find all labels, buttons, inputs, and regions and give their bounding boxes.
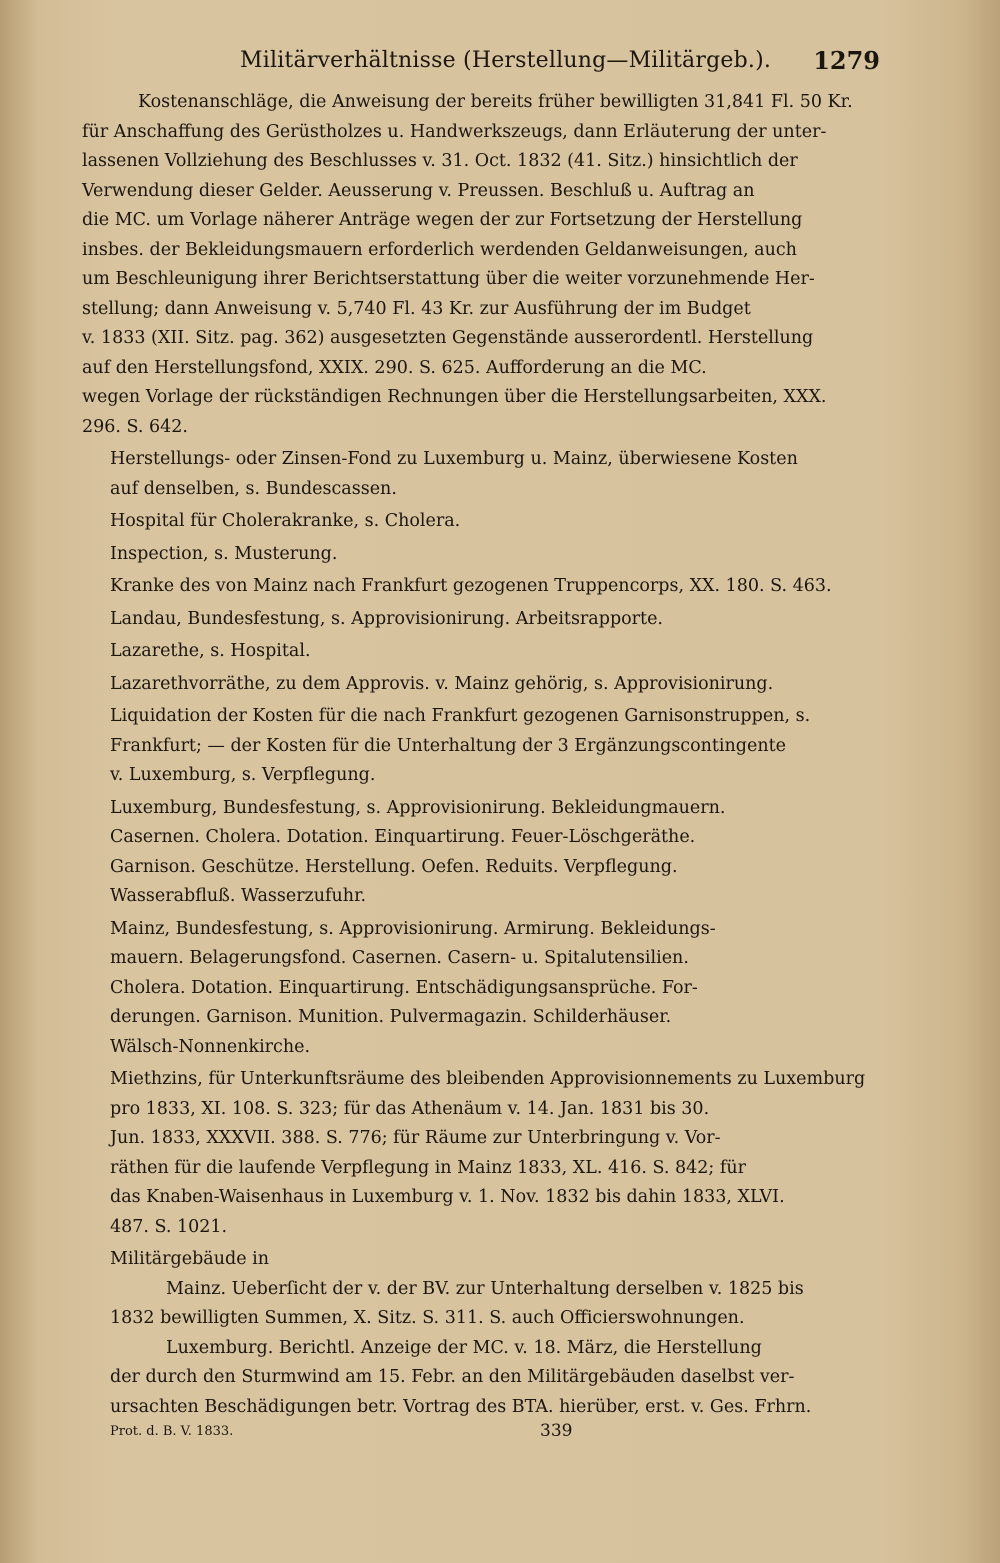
text-line: Wälsch-Nonnenkirche. — [110, 1036, 311, 1057]
text-line: Frankfurt; — der Kosten für die Unterhaltung der 3 Ergänzungscontingente — [110, 735, 787, 756]
text-line: pro 1833, XI. 108. S. 323; für das Athenäum v. 14. Jan. 1831 bis 30. — [110, 1098, 710, 1119]
text-line: Militärgebäude in — [110, 1249, 269, 1269]
text-line: auf denselben, s. Bundescassen. — [110, 478, 397, 499]
text-line: mauern. Belagerungsfond. Casernen. Casern- u. Spitalutensilien. — [110, 948, 689, 968]
index-entry — [110, 572, 870, 602]
index-entry — [110, 1065, 870, 1242]
text-line: lassenen Vollziehung des Beschlusses v. 31. Oct. 1832 (41. Sitz.) hinsichtlich der — [82, 151, 798, 171]
text-line: Verwendung dieser Gelder. Aeusserung v. Preussen. Beschluß u. Auftrag an — [82, 180, 755, 201]
page-header — [240, 40, 880, 80]
text-line: räthen für die laufende Verpflegung in Mainz 1833, XL. 416. S. 842; für — [110, 1157, 746, 1178]
running-head: Militärverhältnisse (Herstellung—Militärgeb.). — [240, 47, 772, 73]
text-line: wegen Vorlage der rückständigen Rechnungen über die Herstellungsarbeiten, XXX. — [82, 387, 827, 407]
text-line: 296. S. 642. — [82, 416, 188, 437]
text-line: der durch den Sturmwind am 15. Febr. an den Militärgebäuden daselbst ver- — [110, 1367, 795, 1387]
text-line: Cholera. Dotation. Einquartirung. Entschädigungsansprüche. For- — [110, 977, 698, 998]
text-line: Wasserabfluß. Wasserzufuhr. — [110, 886, 367, 906]
index-body — [82, 88, 870, 1422]
index-entry — [110, 794, 870, 912]
index-entry — [110, 540, 870, 570]
text-line: v. 1833 (XII. Sitz. pag. 362) ausgesetzten Gegenstände ausserordentl. Herstellung — [82, 328, 814, 348]
page-footer — [110, 1416, 870, 1446]
text-line: für Anschaffung des Gerüstholzes u. Handwerkszeugs, dann Erläuterung der unter- — [82, 121, 827, 142]
text-line: Landau, Bundesfestung, s. Approvisionirung. Arbeitsrapporte. — [110, 608, 663, 629]
text-line: 1832 bewilligten Summen, X. Sitz. S. 311. S. auch Officierswohnungen. — [110, 1308, 745, 1328]
text-line: Casernen. Cholera. Dotation. Einquartirung. Feuer-Löschgeräthe. — [110, 827, 696, 847]
text-line: Kostenanschläge, die Anweisung der bereits früher bewilligten 31,841 Fl. 50 Kr. — [138, 92, 853, 112]
text-line: Liquidation der Kosten für die nach Frankfurt gezogenen Garnisonstruppen, s. — [110, 706, 811, 726]
text-line: Luxemburg. Berichtl. Anzeige der MC. v. 18. März, die Herstellung — [166, 1337, 762, 1358]
text-line: Hospital für Cholerakranke, s. Cholera. — [110, 511, 461, 531]
text-line: Garnison. Geschütze. Herstellung. Oefen. Reduits. Verpflegung. — [110, 856, 678, 877]
text-line: Lazarethvorräthe, zu dem Approvis. v. Mainz gehörig, s. Approvisionirung. — [110, 673, 774, 694]
text-line: 487. S. 1021. — [110, 1216, 228, 1237]
footer-source: Prot. d. B. V. 1833. — [110, 1423, 234, 1439]
index-entry — [110, 445, 870, 504]
text-line: Lazarethe, s. Hospital. — [110, 641, 311, 661]
text-line: Miethzins, für Unterkunftsräume des bleibenden Approvisionnements zu Luxemburg — [110, 1069, 866, 1089]
index-entry — [110, 507, 870, 537]
text-line: Herstellungs- oder Zinsen-Fond zu Luxemburg u. Mainz, überwiesene Kosten — [110, 449, 798, 469]
text-line: Luxemburg, Bundesfestung, s. Approvisionirung. Bekleidungmauern. — [110, 797, 726, 818]
text-line: Inspection, s. Musterung. — [110, 543, 338, 564]
text-line: auf den Herstellungsfond, XXIX. 290. S. 625. Aufforderung an die MC. — [82, 357, 707, 378]
sub-entry — [110, 1334, 870, 1423]
text-line: stellung; dann Anweisung v. 5,740 Fl. 43 Kr. zur Ausführung der im Budget — [82, 298, 751, 319]
sub-entry — [110, 1275, 870, 1334]
signature-mark: 339 — [540, 1421, 573, 1441]
text-line: um Beschleunigung ihrer Berichtserstattung über die weiter vorzunehmende Her- — [82, 269, 815, 289]
index-entry — [110, 915, 870, 1063]
index-entry — [110, 702, 870, 791]
index-entry — [110, 605, 870, 635]
text-line: das Knaben-Waisenhaus in Luxemburg v. 1. Nov. 1832 bis dahin 1833, XLVI. — [110, 1187, 785, 1207]
text-line: Kranke des von Mainz nach Frankfurt gezogenen Truppencorps, XX. 180. S. 463. — [110, 576, 832, 596]
index-entry — [110, 1245, 870, 1275]
continuation-paragraph — [82, 88, 870, 442]
text-line: Mainz. Ueberſicht der v. der BV. zur Unterhaltung derselben v. 1825 bis — [166, 1278, 804, 1299]
page-number: 1279 — [813, 45, 880, 75]
text-line: derungen. Garnison. Munition. Pulvermagazin. Schilderhäuser. — [110, 1007, 672, 1027]
index-entry — [110, 670, 870, 700]
text-line: v. Luxemburg, s. Verpflegung. — [110, 765, 376, 785]
text-line: insbes. der Bekleidungsmauern erforderlich werdenden Geldanweisungen, auch — [82, 239, 797, 260]
index-entry — [110, 637, 870, 667]
text-line: Jun. 1833, XXXVII. 388. S. 776; für Räume zur Unterbringung v. Vor- — [110, 1128, 721, 1148]
text-line: Mainz, Bundesfestung, s. Approvisionirung. Armirung. Bekleidungs- — [110, 918, 716, 939]
text-line: ursachten Beschädigungen betr. Vortrag des BTA. hierüber, erst. v. Ges. Frhrn. — [110, 1396, 812, 1417]
text-line: die MC. um Vorlage näherer Anträge wegen der zur Fortsetzung der Herstellung — [82, 210, 803, 230]
